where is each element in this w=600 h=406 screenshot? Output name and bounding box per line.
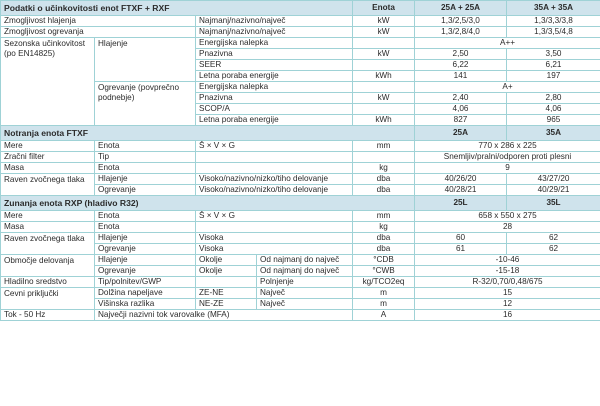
row-spec: Najmanj/nazivno/največ: [196, 16, 353, 27]
table-row: [1, 174, 600, 185]
row-spec: Letna poraba energije: [196, 115, 353, 126]
row-cond: Polnjenje: [257, 277, 353, 288]
value-shared: 28: [415, 222, 600, 233]
row-sub: Višinska razlika: [95, 299, 196, 310]
value-35: 43/27/20: [507, 174, 600, 185]
energy-class-value: A++: [415, 38, 600, 49]
value-25: 1,3/2,8/4,0: [415, 27, 507, 38]
outdoor-model-25: 25L: [415, 196, 507, 211]
value-35: 62: [507, 244, 600, 255]
outdoor-header-row: [1, 196, 600, 211]
value-35: 3,50: [507, 49, 600, 60]
value-25: 2,50: [415, 49, 507, 60]
value-25: 60: [415, 233, 507, 244]
value-25: 40/28/21: [415, 185, 507, 196]
unit-column-header: Enota: [353, 1, 415, 16]
outdoor-model-35: 35L: [507, 196, 600, 211]
row-label: Mere: [1, 141, 95, 152]
value-25: 4,06: [415, 104, 507, 115]
row-spec: Visoka: [196, 233, 353, 244]
value-35: 62: [507, 233, 600, 244]
model-25-header: 25A + 25A: [415, 1, 507, 16]
row-unit: kW: [353, 16, 415, 27]
row-label: Zračni filter: [1, 152, 95, 163]
table-row: [1, 141, 600, 152]
row-spec: SEER: [196, 60, 353, 71]
performance-title: Podatki o učinkovitosti enot FTXF + RXF: [1, 1, 353, 16]
row-spec: SCOP/A: [196, 104, 353, 115]
performance-header-row: [1, 1, 600, 16]
value-shared: 9: [415, 163, 600, 174]
value-25: 827: [415, 115, 507, 126]
row-unit: dba: [353, 185, 415, 196]
value-shared: 12: [415, 299, 600, 310]
row-label: Tok - 50 Hz: [1, 310, 95, 321]
row-unit: kg/TCO2eq: [353, 277, 415, 288]
model-35-header: 35A + 35A: [507, 1, 600, 16]
row-spec: Š × V × G: [196, 141, 353, 152]
row-label: Cevni priključki: [1, 288, 95, 310]
row-sub: Hlajenje: [95, 255, 196, 266]
row-spec: Okolje: [196, 266, 257, 277]
seasonal-label: Sezonska učinkovitost (po EN14825): [1, 38, 95, 126]
row-label: Hladilno sredstvo: [1, 277, 95, 288]
row-spec: Visoko/nazivno/nizko/tiho delovanje: [196, 185, 353, 196]
seasonal-cool-label: Hlajenje: [95, 38, 196, 82]
table-row: [1, 16, 600, 27]
value-shared: -15-18: [415, 266, 600, 277]
value-25: 2,40: [415, 93, 507, 104]
outdoor-title: Zunanja enota RXP (hladivo R32): [1, 196, 415, 211]
row-sub: Ogrevanje: [95, 244, 196, 255]
row-sub: Tip: [95, 152, 196, 163]
table-row: [1, 163, 600, 174]
row-label: Masa: [1, 222, 95, 233]
row-unit: dba: [353, 244, 415, 255]
value-35: 1,3/3,3/3,8: [507, 16, 600, 27]
value-shared: 15: [415, 288, 600, 299]
value-35: 197: [507, 71, 600, 82]
table-row: [1, 27, 600, 38]
value-35: 40/29/21: [507, 185, 600, 196]
row-label: Mere: [1, 211, 95, 222]
row-unit: kg: [353, 222, 415, 233]
value-shared: 658 x 550 x 275: [415, 211, 600, 222]
row-unit: kW: [353, 93, 415, 104]
row-spec: Š × V × G: [196, 211, 353, 222]
row-label: Raven zvočnega tlaka: [1, 174, 95, 196]
row-unit: kW: [353, 49, 415, 60]
value-35: 4,06: [507, 104, 600, 115]
value-35: 6,21: [507, 60, 600, 71]
row-spec: Energijska nalepka: [196, 38, 353, 49]
row-unit: m: [353, 299, 415, 310]
row-unit: mm: [353, 211, 415, 222]
row-sub: Enota: [95, 163, 196, 174]
row-spec: NE-ZE: [196, 299, 257, 310]
row-unit: dba: [353, 233, 415, 244]
value-25: 1,3/2,5/3,0: [415, 16, 507, 27]
row-label: Območje delovanja: [1, 255, 95, 277]
row-spec: Visoka: [196, 244, 353, 255]
row-sub: Hlajenje: [95, 174, 196, 185]
value-35: 965: [507, 115, 600, 126]
row-sub: Enota: [95, 222, 196, 233]
row-spec: ZE-NE: [196, 288, 257, 299]
row-label: Zmogljivost ogrevanja: [1, 27, 196, 38]
indoor-model-35: 35A: [507, 126, 600, 141]
value-shared: R-32/0,70/0,48/675: [415, 277, 600, 288]
row-sub: Ogrevanje: [95, 266, 196, 277]
row-spec: Letna poraba energije: [196, 71, 353, 82]
table-row: [1, 222, 600, 233]
table-row: [1, 277, 600, 288]
row-cond: Največ: [257, 288, 353, 299]
value-25: 61: [415, 244, 507, 255]
value-shared: -10-46: [415, 255, 600, 266]
value-25: 40/26/20: [415, 174, 507, 185]
value-shared: 16: [415, 310, 600, 321]
row-sub: Ogrevanje: [95, 185, 196, 196]
row-sub: Največji nazivni tok varovalke (MFA): [95, 310, 353, 321]
row-sub: Enota: [95, 211, 196, 222]
row-unit: A: [353, 310, 415, 321]
row-unit: mm: [353, 141, 415, 152]
value-35: 1,3/3,5/4,8: [507, 27, 600, 38]
row-label: Raven zvočnega tlaka: [1, 233, 95, 255]
value-25: 141: [415, 71, 507, 82]
value-shared: 770 x 286 x 225: [415, 141, 600, 152]
row-spec: Visoko/nazivno/nizko/tiho delovanje: [196, 174, 353, 185]
table-row: [1, 152, 600, 163]
row-spec: Okolje: [196, 255, 257, 266]
table-row: [1, 288, 600, 299]
row-cond: Od najmanj do največ: [257, 255, 353, 266]
row-sub: Enota: [95, 141, 196, 152]
row-spec: Energijska nalepka: [196, 82, 353, 93]
indoor-model-25: 25A: [415, 126, 507, 141]
table-row: [1, 233, 600, 244]
row-unit: °CDB: [353, 255, 415, 266]
value-25: 6,22: [415, 60, 507, 71]
value-35: 2,80: [507, 93, 600, 104]
row-spec: Pnazivna: [196, 49, 353, 60]
indoor-title: Notranja enota FTXF: [1, 126, 415, 141]
row-unit: dba: [353, 174, 415, 185]
energy-class-value: A+: [415, 82, 600, 93]
table-row: [1, 38, 600, 49]
row-sub: Hlajenje: [95, 233, 196, 244]
row-unit: kg: [353, 163, 415, 174]
row-unit: m: [353, 288, 415, 299]
row-label: Zmogljivost hlajenja: [1, 16, 196, 27]
value-shared: Snemljiv/pralni/odporen proti plesni: [415, 152, 600, 163]
row-unit: kWh: [353, 115, 415, 126]
row-cond: Največ: [257, 299, 353, 310]
indoor-header-row: [1, 126, 600, 141]
table-row: [1, 211, 600, 222]
row-unit: kW: [353, 27, 415, 38]
table-row: [1, 310, 600, 321]
row-label: Masa: [1, 163, 95, 174]
row-spec: Pnazivna: [196, 93, 353, 104]
row-unit: °CWB: [353, 266, 415, 277]
row-spec: Najmanj/nazivno/največ: [196, 27, 353, 38]
row-sub: Tip/polnitev/GWP: [95, 277, 196, 288]
row-unit: kWh: [353, 71, 415, 82]
seasonal-heat-label: Ogrevanje (povprečno podnebje): [95, 82, 196, 126]
row-sub: Dolžina napeljave: [95, 288, 196, 299]
row-cond: Od najmanj do največ: [257, 266, 353, 277]
table-row: [1, 255, 600, 266]
